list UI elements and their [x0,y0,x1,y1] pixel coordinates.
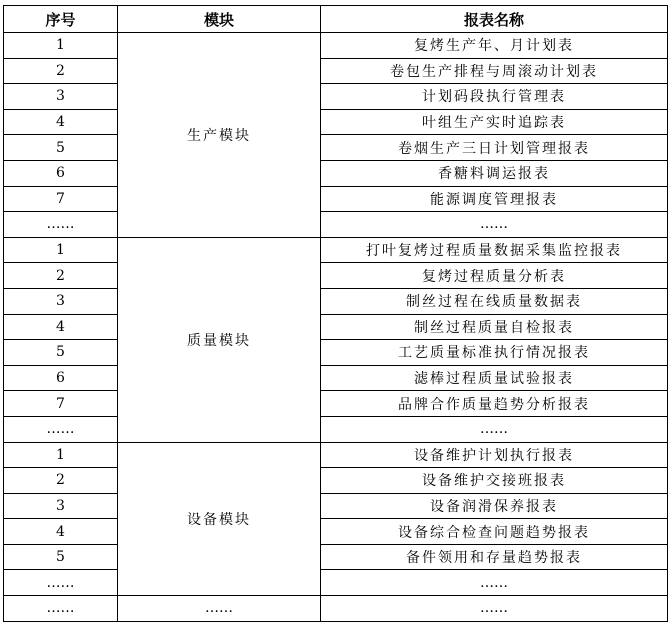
report-name: 备件领用和存量趋势报表 [321,544,668,570]
table-row [4,237,668,263]
report-name: 设备综合检查问题趋势报表 [321,519,668,545]
row-index: 7 [4,391,118,417]
report-name: 品牌合作质量趋势分析报表 [321,391,668,417]
table-row [4,109,668,135]
table-row [4,544,668,570]
row-index: 4 [4,109,118,135]
report-name: …… [321,416,668,442]
report-name: 香糖料调运报表 [321,160,668,186]
table-row [4,442,668,468]
row-index: 1 [4,237,118,263]
report-name: 设备润滑保养报表 [321,493,668,519]
report-name: 设备维护交接班报表 [321,468,668,494]
row-index: 6 [4,160,118,186]
report-table [3,5,668,622]
row-index: 2 [4,468,118,494]
report-name: 滤棒过程质量试验报表 [321,365,668,391]
row-index: …… [4,570,118,596]
table-row [4,135,668,161]
table-row [4,58,668,84]
table-row [4,186,668,212]
row-index: 2 [4,58,118,84]
report-name: 计划码段执行管理表 [321,84,668,110]
row-index: 1 [4,442,118,468]
table-row-ellipsis [4,596,668,622]
table-row [4,288,668,314]
row-index: 3 [4,84,118,110]
module-name-quality: 质量模块 [118,237,321,442]
table-row [4,468,668,494]
header-report-name: 报表名称 [321,6,668,33]
table-row [4,263,668,289]
report-name: 卷烟生产三日计划管理报表 [321,135,668,161]
row-index: 1 [4,33,118,59]
table-row [4,84,668,110]
table-header-row [4,6,668,33]
report-name: …… [321,570,668,596]
report-name: …… [321,212,668,238]
table-row [4,391,668,417]
report-name: 制丝过程在线质量数据表 [321,288,668,314]
report-name: 复烤过程质量分析表 [321,263,668,289]
row-index: 5 [4,340,118,366]
row-index: 5 [4,544,118,570]
report-name: 卷包生产排程与周滚动计划表 [321,58,668,84]
table-row [4,160,668,186]
row-index: 4 [4,519,118,545]
report-name: …… [321,596,668,622]
table-row [4,33,668,59]
row-index: …… [4,416,118,442]
header-index: 序号 [4,6,118,33]
row-index: 2 [4,263,118,289]
row-index: 7 [4,186,118,212]
table-row [4,212,668,238]
report-name: 打叶复烤过程质量数据采集监控报表 [321,237,668,263]
row-index: 3 [4,493,118,519]
table-row [4,365,668,391]
table-row [4,340,668,366]
table-row [4,416,668,442]
row-index: 5 [4,135,118,161]
row-index: …… [4,212,118,238]
report-name: 设备维护计划执行报表 [321,442,668,468]
table-row [4,570,668,596]
row-index: 4 [4,314,118,340]
row-index: …… [4,596,118,622]
module-name-production: 生产模块 [118,33,321,238]
report-name: 制丝过程质量自检报表 [321,314,668,340]
report-name: 工艺质量标准执行情况报表 [321,340,668,366]
report-name: 能源调度管理报表 [321,186,668,212]
report-name: 叶组生产实时追踪表 [321,109,668,135]
table-row [4,493,668,519]
row-index: 6 [4,365,118,391]
header-module: 模块 [118,6,321,33]
row-index: 3 [4,288,118,314]
report-name: 复烤生产年、月计划表 [321,33,668,59]
module-name-equipment: 设备模块 [118,442,321,596]
table-row [4,519,668,545]
table-row [4,314,668,340]
module-name-ellipsis: …… [118,596,321,622]
